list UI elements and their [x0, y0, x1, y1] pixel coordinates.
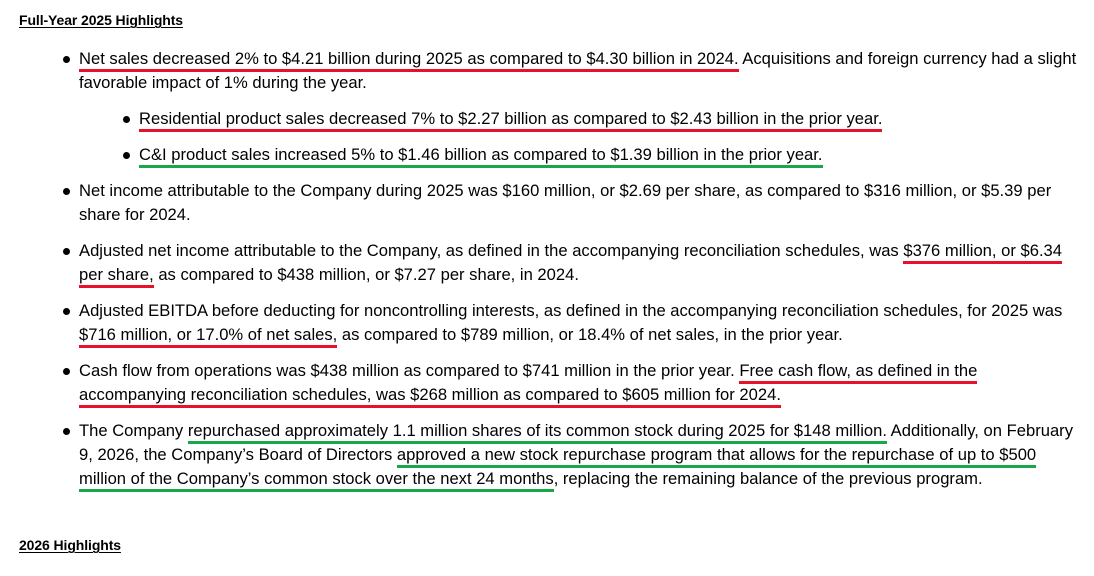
highlight-ci-sales: C&I product sales increased 5% to $1.46 billion as compared to $1.39 billion in the prior year. [139, 145, 823, 168]
repurchase-text-middle: Additionally, on February 9, 2026, the Company’s Board of Directors [79, 421, 1073, 464]
bullet-ci-sales [139, 143, 1059, 167]
sub-list-product-sales [79, 107, 1079, 167]
net-sales-text: Acquisitions and foreign currency had a slight favorable impact of 1% during the year. [79, 49, 1077, 92]
bullet-cash-flow [79, 359, 1079, 407]
bullet-adjusted-net-income [79, 239, 1079, 287]
bullet-residential-sales [139, 107, 1059, 131]
repurchase-text-before: The Company [79, 421, 188, 440]
cash-flow-text-before: Cash flow from operations was $438 million as compared to $741 million in the prior year. [79, 361, 740, 380]
highlight-free-cash-flow: Free cash flow, as defined in the accompanying reconciliation schedules, was $268 million as compared to $605 million for 2024. [79, 361, 977, 408]
section-heading-2026: 2026 Highlights [19, 537, 121, 553]
section-heading-full-year-2025: Full-Year 2025 Highlights [19, 12, 183, 28]
ebitda-text-before: Adjusted EBITDA before deducting for noncontrolling interests, as defined in the accompanying reconciliation schedules, for 2025 was [79, 301, 1063, 320]
highlight-adjusted-ebitda: $716 million, or 17.0% of net sales, [79, 325, 337, 348]
net-income-text: Net income attributable to the Company during 2025 was $160 million, or $2.69 per share, as compared to $316 million, or $5.39 per share for 2024. [79, 181, 1052, 224]
highlight-new-repurchase-program: approved a new stock repurchase program that allows for the repurchase of up to $500 million of the Company’s common stock over the next 24 months [79, 445, 1036, 492]
highlights-list [0, 47, 1094, 503]
highlight-adjusted-net-income: $376 million, or $6.34 per share, [79, 241, 1062, 288]
bullet-adjusted-ebitda [79, 299, 1079, 347]
bullet-share-repurchase [79, 419, 1079, 491]
highlight-residential-sales: Residential product sales decreased 7% to $2.27 billion as compared to $2.43 billion in the prior year. [139, 109, 882, 132]
adj-net-income-text-before: Adjusted net income attributable to the Company, as defined in the accompanying reconciliation schedules, was [79, 241, 904, 260]
highlight-shares-repurchased: repurchased approximately 1.1 million shares of its common stock during 2025 for $148 million. [188, 421, 887, 444]
adj-net-income-text-after: as compared to $438 million, or $7.27 per share, in 2024. [153, 265, 579, 284]
highlight-net-sales: Net sales decreased 2% to $4.21 billion during 2025 as compared to $4.30 billion in 2024. [79, 49, 739, 72]
ebitda-text-after: as compared to $789 million, or 18.4% of net sales, in the prior year. [337, 325, 843, 344]
bullet-net-income [79, 179, 1079, 227]
bullet-net-sales [79, 47, 1079, 167]
repurchase-text-after: , replacing the remaining balance of the previous program. [553, 469, 983, 488]
